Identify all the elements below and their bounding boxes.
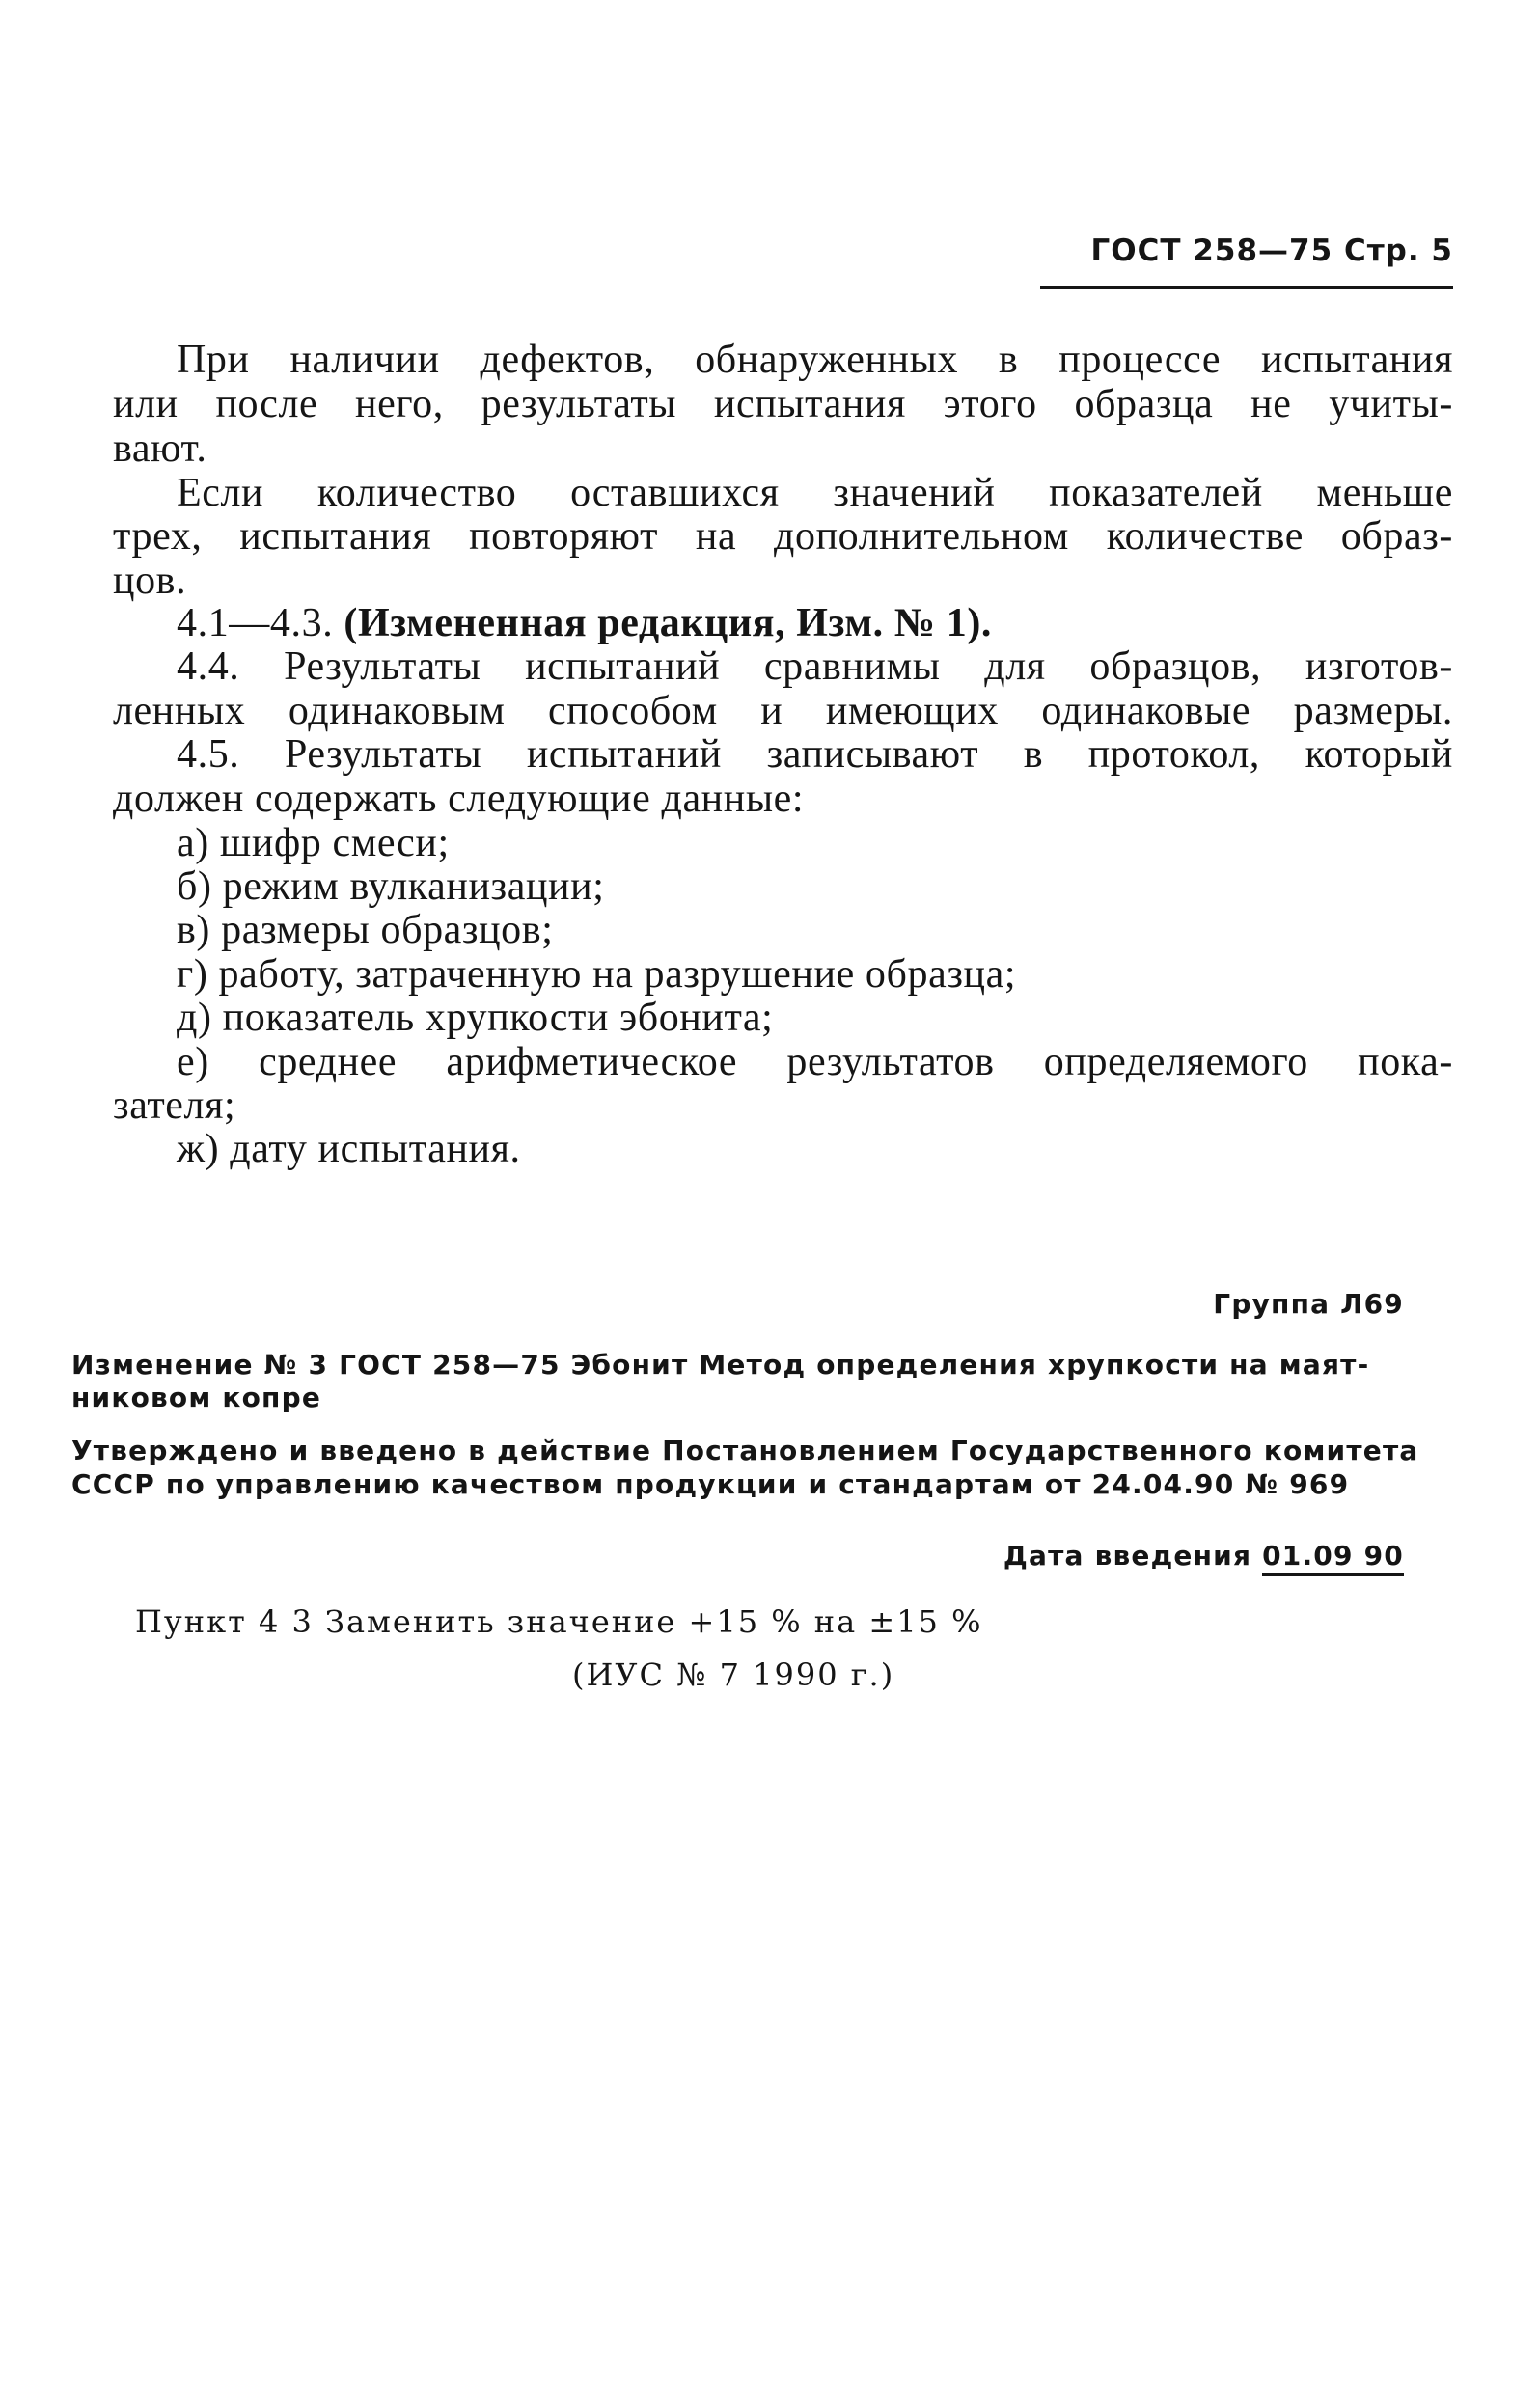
list-item: а) шифр смеси; bbox=[177, 821, 450, 865]
body-line: или после него, результаты испытания этого образца не учиты- bbox=[113, 382, 1453, 426]
effective-date-label: Дата введения bbox=[1003, 1540, 1252, 1572]
approval-line: СССР по управлению качеством продукции и стандартам от 24.04.90 № 969 bbox=[71, 1468, 1350, 1500]
body-line: При наличии дефектов, обнаруженных в процессе испытания bbox=[177, 338, 1453, 382]
clause-number: 4.1—4.3. bbox=[177, 601, 334, 645]
body-line: Если количество оставшихся значений показателей меньше bbox=[177, 471, 1453, 515]
body-line: ленных одинаковым способом и имеющих одинаковые размеры. bbox=[113, 689, 1453, 733]
body-line: цов. bbox=[113, 559, 187, 603]
effective-date-value: 01.09 90 bbox=[1262, 1540, 1404, 1576]
group-code: Группа Л69 bbox=[1213, 1288, 1404, 1320]
approval-line: Утверждено и введено в действие Постановлением Государственного комитета bbox=[71, 1435, 1419, 1466]
body-line: должен содержать следующие данные: bbox=[113, 777, 805, 821]
body-line: вают. bbox=[113, 426, 207, 471]
body-line: трех, испытания повторяют на дополнительном количестве образ- bbox=[113, 514, 1453, 559]
amendment-clause: Пункт 4 3 Заменить значение +15 % на ±15 % bbox=[135, 1603, 983, 1640]
body-line: 4.5. Результаты испытаний записывают в протокол, который bbox=[177, 732, 1453, 777]
running-header: ГОСТ 258—75 Стр. 5 bbox=[1040, 230, 1453, 289]
body-line-clause-ref bbox=[177, 601, 1453, 645]
list-item: г) работу, затраченную на разрушение образца; bbox=[177, 952, 1017, 997]
list-item: е) среднее арифметическое результатов определяемого пока- bbox=[177, 1040, 1453, 1084]
amendment-note: (Измененная редакция, Изм. № 1). bbox=[344, 601, 993, 645]
list-item: б) режим вулканизации; bbox=[177, 864, 605, 909]
list-item-continuation: зателя; bbox=[113, 1083, 236, 1128]
amendment-title-line: никовом копре bbox=[71, 1382, 322, 1413]
body-line: 4.4. Результаты испытаний сравнимы для образцов, изготов- bbox=[177, 644, 1453, 689]
list-item: д) показатель хрупкости эбонита; bbox=[177, 996, 774, 1040]
list-item: в) размеры образцов; bbox=[177, 908, 554, 952]
publication-source: (ИУС № 7 1990 г.) bbox=[572, 1656, 895, 1693]
effective-date bbox=[1003, 1540, 1404, 1573]
amendment-title-line: Изменение № 3 ГОСТ 258—75 Эбонит Метод определения хрупкости на маят- bbox=[71, 1349, 1370, 1381]
list-item: ж) дату испытания. bbox=[177, 1127, 521, 1171]
